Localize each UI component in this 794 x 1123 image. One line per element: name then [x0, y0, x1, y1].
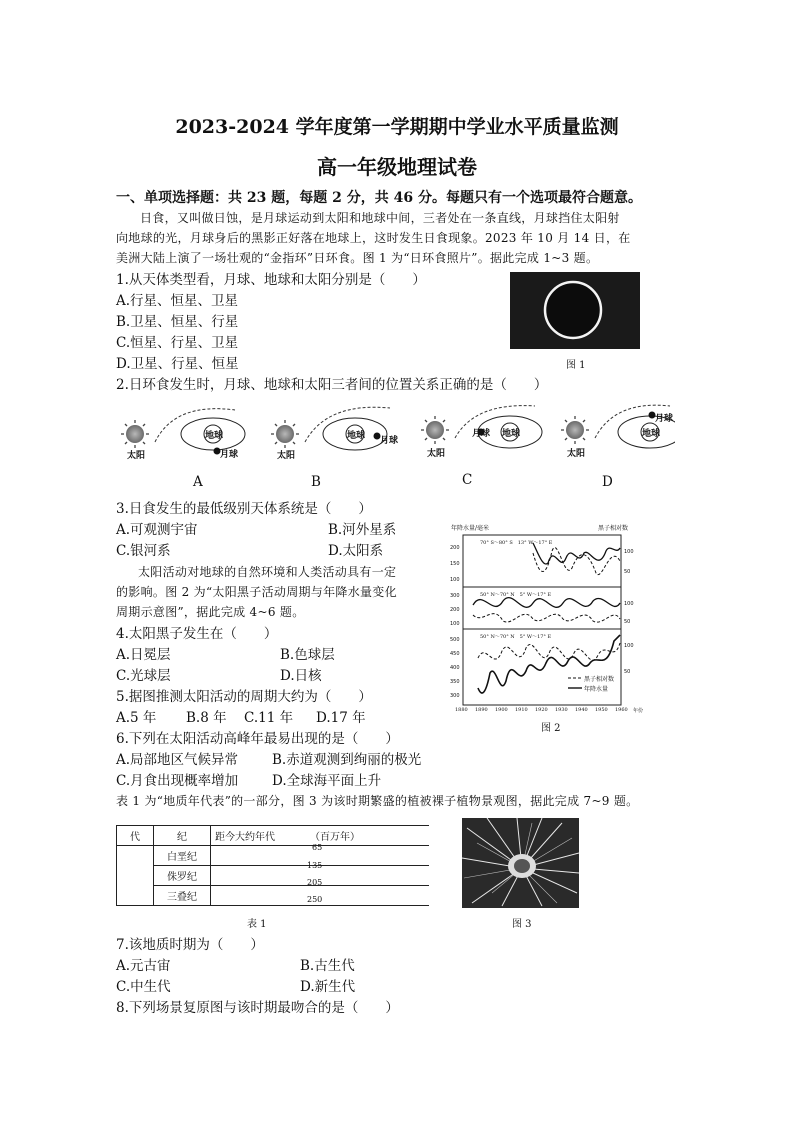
- svg-text:50: 50: [624, 569, 631, 575]
- table-age: 205: [307, 878, 323, 887]
- x-tick: 1890: [475, 707, 488, 713]
- option[interactable]: C.光球层: [116, 668, 171, 684]
- svg-text:100: 100: [624, 643, 634, 649]
- x-tick: 1910: [515, 707, 528, 713]
- diagram-letter[interactable]: B: [311, 474, 321, 490]
- eclipse-photo: [510, 272, 640, 349]
- passage-line: 的影响。图 2 为“太阳黑子活动周期与年降水量变化: [116, 585, 397, 599]
- gymnosperm-photo: [462, 818, 579, 908]
- svg-text:100: 100: [450, 621, 460, 627]
- option[interactable]: D.17 年: [316, 710, 366, 726]
- option[interactable]: C.月食出现概率增加: [116, 773, 239, 789]
- diagram-moon-label: 月球: [655, 414, 674, 424]
- diagram-earth-label: 地球: [642, 429, 661, 439]
- svg-text:200: 200: [450, 607, 460, 613]
- x-tick: 1920: [535, 707, 548, 713]
- question-stem: 5.据图推测太阳活动的周期大约为（ ）: [116, 689, 372, 705]
- exam-title: 2023-2024 学年度第一学期期中学业水平质量监测: [175, 116, 619, 138]
- option[interactable]: A.可观测宇宙: [116, 522, 198, 538]
- option[interactable]: C.恒星、行星、卫星: [116, 335, 239, 351]
- svg-text:350: 350: [450, 679, 460, 685]
- question-stem: 2.日环食发生时，月球、地球和太阳三者间的位置关系正确的是（ ）: [116, 377, 548, 393]
- x-tick: 1930: [555, 707, 568, 713]
- passage-line: 表 1 为“地质年代表”的一部分，图 3 为该时期繁盛的植被裸子植物景观图，据此完成 7~9 题。: [116, 794, 639, 808]
- option[interactable]: B.8 年: [186, 710, 227, 726]
- chart-legend-item: 年降水量: [584, 686, 609, 693]
- chart-panel-label: 50° N～70° N 5° W～17° E: [480, 592, 552, 598]
- option[interactable]: D.卫星、行星、恒星: [116, 356, 239, 372]
- option[interactable]: D.日核: [280, 668, 322, 684]
- question-stem: 7.该地质时期为（ ）: [116, 937, 264, 953]
- diagram-earth-label: 地球: [347, 431, 366, 441]
- figure-caption: 图 2: [541, 723, 561, 734]
- table-caption: 表 1: [247, 919, 267, 930]
- diagram-letter[interactable]: C: [462, 472, 473, 488]
- option[interactable]: B.赤道观测到绚丽的极光: [272, 752, 422, 768]
- x-tick: 1900: [495, 707, 508, 713]
- option[interactable]: A.日冕层: [116, 647, 171, 663]
- chart-panel-label: 70° S～80° S 13° W～17° E: [480, 540, 553, 546]
- passage-line: 周期示意图”，据此完成 4~6 题。: [116, 605, 305, 619]
- option[interactable]: D.太阳系: [328, 543, 384, 559]
- svg-text:50: 50: [624, 619, 631, 625]
- option[interactable]: C.银河系: [116, 543, 171, 559]
- svg-text:450: 450: [450, 651, 460, 657]
- diagram-earth-label: 地球: [205, 431, 224, 441]
- passage-line: 向地球的光，月球身后的黑影正好落在地球上，这时发生日食现象。2023 年 10 月 14 日，在: [116, 231, 631, 245]
- x-tick: 1960: [615, 707, 628, 713]
- option[interactable]: B.古生代: [300, 958, 355, 974]
- diagram-moon-label: 月球: [472, 429, 491, 439]
- diagram-sun-label: 太阳: [567, 449, 586, 459]
- section-heading: 一、单项选择题：共 23 题，每题 2 分，共 46 分。每题只有一个选项最符合题意。: [116, 190, 642, 206]
- option[interactable]: A.局部地区气候异常: [116, 752, 239, 768]
- diagram-sun-label: 太阳: [277, 451, 296, 461]
- diagram-sun-label: 太阳: [427, 449, 446, 459]
- geologic-time-table: [116, 825, 429, 906]
- passage-line: 日食，又叫做日蚀，是月球运动到太阳和地球中间，三者处在一条直线，月球挡住太阳射: [140, 211, 620, 225]
- figure-caption: 图 1: [566, 360, 586, 371]
- svg-text:300: 300: [450, 593, 460, 599]
- svg-text:100: 100: [624, 549, 634, 555]
- question-stem: 3.日食发生的最低级别天体系统是（ ）: [116, 501, 372, 517]
- option[interactable]: D.新生代: [300, 979, 356, 995]
- svg-text:100: 100: [450, 577, 460, 583]
- option[interactable]: D.全球海平面上升: [272, 773, 382, 789]
- x-tick: 1940: [575, 707, 588, 713]
- passage-line: 太阳活动对地球的自然环境和人类活动具有一定: [138, 565, 397, 579]
- svg-text:100: 100: [624, 601, 634, 607]
- question-stem: 8.下列场景复原图与该时期最吻合的是（ ）: [116, 1000, 399, 1016]
- diagram-moon-label: 月球: [380, 436, 399, 446]
- table-header: 纪: [154, 826, 211, 846]
- chart-axis-title-right: 黑子相对数: [598, 525, 629, 532]
- table-cell: 白垩纪: [154, 846, 211, 866]
- x-tick: 1950: [595, 707, 608, 713]
- diagram-sun-label: 太阳: [127, 451, 146, 461]
- option[interactable]: A.5 年: [116, 710, 157, 726]
- diagram-letter[interactable]: A: [193, 474, 203, 490]
- question-stem: 4.太阳黑子发生在（ ）: [116, 626, 278, 642]
- svg-text:500: 500: [450, 637, 460, 643]
- figure-caption: 图 3: [512, 919, 532, 930]
- option[interactable]: B.卫星、恒星、行星: [116, 314, 239, 330]
- svg-text:200: 200: [450, 545, 460, 551]
- option[interactable]: A.行星、恒星、卫星: [116, 293, 239, 309]
- table-header: 距今大约年代 （百万年）: [211, 826, 430, 846]
- option[interactable]: A.元古宙: [116, 958, 171, 974]
- sunspot-precip-chart: [448, 523, 648, 723]
- chart-legend-item: 黑子相对数: [584, 676, 615, 683]
- diagram-moon-label: 月球: [220, 450, 239, 460]
- option[interactable]: C.中生代: [116, 979, 171, 995]
- diagram-b: [271, 407, 390, 450]
- svg-text:300: 300: [450, 693, 460, 699]
- table-age: 135: [307, 861, 323, 870]
- exam-subtitle: 高一年级地理试卷: [317, 155, 477, 179]
- table-cell: 三叠纪: [154, 886, 211, 906]
- table-cell: 侏罗纪: [154, 866, 211, 886]
- table-header: 代: [117, 826, 154, 846]
- diagram-letter[interactable]: D: [602, 474, 613, 490]
- option[interactable]: B.河外星系: [328, 522, 397, 538]
- chart-panel-label: 50° N～70° N 5° W～17° E: [480, 634, 552, 640]
- option[interactable]: B.色球层: [280, 647, 335, 663]
- question-stem: 6.下列在太阳活动高峰年最易出现的是（ ）: [116, 731, 399, 747]
- table-age: 250: [307, 895, 323, 904]
- svg-text:150: 150: [450, 561, 460, 567]
- chart-axis-title-left: 年降水量/毫米: [451, 525, 490, 532]
- option[interactable]: C.11 年: [244, 710, 294, 726]
- passage-line: 美洲大陆上演了一场壮观的“金指环”日环食。图 1 为“日环食照片”。据此完成 1~3 题。: [116, 251, 599, 265]
- svg-text:400: 400: [450, 665, 460, 671]
- svg-text:50: 50: [624, 669, 631, 675]
- table-age: 65: [312, 843, 323, 852]
- question-stem: 1.从天体类型看，月球、地球和太阳分别是（ ）: [116, 272, 426, 288]
- diagram-earth-label: 地球: [502, 429, 521, 439]
- x-unit: 年份: [633, 708, 644, 714]
- x-tick: 1880: [455, 707, 468, 713]
